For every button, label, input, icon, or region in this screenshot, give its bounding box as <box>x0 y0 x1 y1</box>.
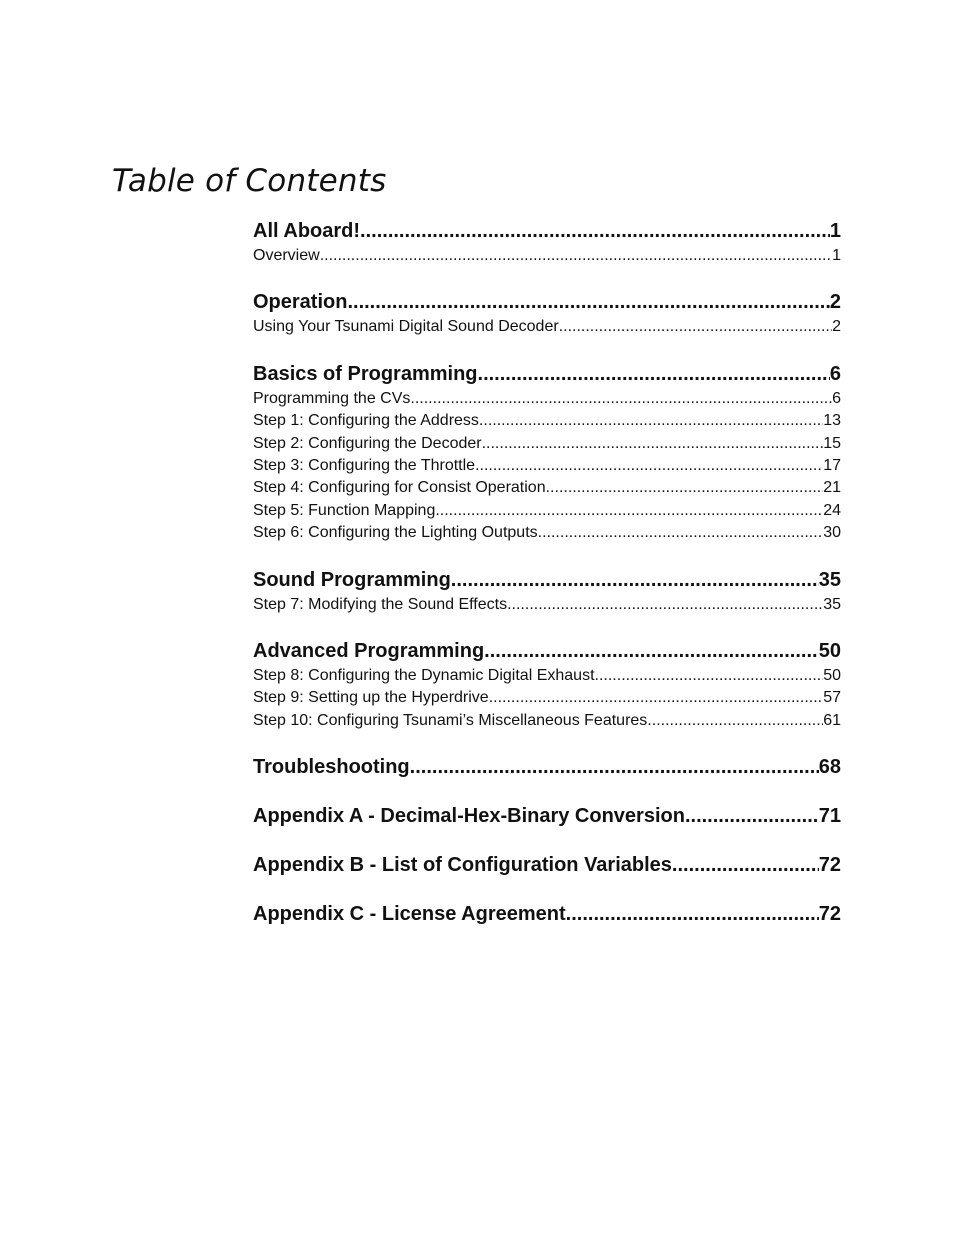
dot-leader <box>507 594 823 616</box>
toc-subentry-page: 61 <box>823 711 841 729</box>
toc-subentry-page: 30 <box>823 524 841 542</box>
toc-subentry-step-4[interactable] <box>253 477 841 499</box>
toc-subentry-title: Step 5: Function Mapping <box>253 501 436 519</box>
toc-entry-page: 72 <box>818 854 841 877</box>
toc-subentry-title: Programming the CVs <box>253 389 411 407</box>
toc-entry-all-aboard[interactable] <box>253 217 841 245</box>
toc-entry-page: 6 <box>829 362 841 385</box>
toc-subentry-step-10[interactable] <box>253 710 841 732</box>
toc-subentry-title: Step 2: Configuring the Decoder <box>253 434 482 452</box>
toc-subentry-title: Step 4: Configuring for Consist Operation <box>253 479 546 497</box>
page-title: Table of Contents <box>112 163 387 199</box>
toc-subentry-page: 2 <box>832 318 841 336</box>
toc-subentry-page: 21 <box>823 479 841 497</box>
toc-subentry-page: 57 <box>823 689 841 707</box>
toc-subentry-title: Step 6: Configuring the Lighting Outputs <box>253 524 538 542</box>
dot-leader <box>475 455 823 477</box>
toc-entry-page: 1 <box>829 220 841 242</box>
toc-entry-troubleshooting[interactable] <box>253 753 841 781</box>
toc-subentry-page: 6 <box>832 389 841 407</box>
toc-subentry-step-2[interactable] <box>253 433 841 455</box>
toc-subentry-step-6[interactable] <box>253 522 841 544</box>
dot-leader <box>566 900 819 928</box>
toc-section-appendix-b <box>253 851 841 879</box>
toc-subentry-title: Step 3: Configuring the Throttle <box>253 456 476 474</box>
toc-subentry-page: 50 <box>823 666 841 684</box>
toc-section-appendix-a <box>253 802 841 830</box>
toc-entry-page: 72 <box>818 903 841 926</box>
toc-entry-appendix-a[interactable] <box>253 802 841 830</box>
toc-subentry-step-3[interactable] <box>253 455 841 477</box>
toc-section-all-aboard <box>253 217 841 267</box>
dot-leader <box>672 851 819 879</box>
toc-subentry-page: 17 <box>823 456 841 474</box>
toc-section-sound-programming <box>253 566 841 616</box>
toc-subentry-step-5[interactable] <box>253 500 841 522</box>
toc-entry-title: Advanced Programming <box>253 639 485 662</box>
toc-subentry-page: 15 <box>823 434 841 452</box>
dot-leader <box>435 500 823 522</box>
toc-subentry-programming-cvs[interactable] <box>253 388 841 410</box>
toc-entry-page: 35 <box>818 568 841 591</box>
toc-subentry-step-1[interactable] <box>253 410 841 432</box>
toc-subentry-step-8[interactable] <box>253 665 841 687</box>
toc-subentry-title: Step 9: Setting up the Hyperdrive <box>253 689 489 707</box>
toc-entry-title: All Aboard! <box>253 220 361 242</box>
dot-leader <box>559 316 832 338</box>
toc-subentry-title: Step 1: Configuring the Address <box>253 412 479 430</box>
toc-subentry-overview[interactable] <box>253 245 841 267</box>
toc-entry-title: Appendix B - List of Configuration Variables <box>253 854 672 877</box>
dot-leader <box>489 687 824 709</box>
dot-leader <box>647 710 823 732</box>
toc-entry-title: Appendix A - Decimal-Hex-Binary Conversion <box>253 805 685 828</box>
toc-entry-title: Troubleshooting <box>253 756 410 779</box>
toc-entry-operation[interactable] <box>253 288 841 316</box>
dot-leader <box>360 217 830 245</box>
toc-section-appendix-c <box>253 900 841 928</box>
dot-leader <box>484 637 819 665</box>
toc-subentry-title: Using Your Tsunami Digital Sound Decoder <box>253 318 559 336</box>
dot-leader <box>320 245 832 267</box>
toc-subentry-using-decoder[interactable] <box>253 316 841 338</box>
toc-subentry-step-7[interactable] <box>253 594 841 616</box>
toc-subentry-title: Step 7: Modifying the Sound Effects <box>253 595 508 613</box>
dot-leader <box>478 360 830 388</box>
dot-leader <box>410 753 819 781</box>
toc-entry-title: Basics of Programming <box>253 362 478 385</box>
toc-entry-page: 68 <box>818 756 841 779</box>
toc-subentry-page: 13 <box>823 412 841 430</box>
dot-leader <box>482 433 824 455</box>
toc-subentry-title: Step 8: Configuring the Dynamic Digital Exhaust <box>253 666 595 684</box>
table-of-contents <box>253 217 841 949</box>
toc-subentry-title: Step 10: Configuring Tsunami’s Miscellaneous Features <box>253 711 648 729</box>
toc-entry-page: 2 <box>829 291 841 314</box>
toc-section-operation <box>253 288 841 338</box>
toc-subentry-title: Overview <box>253 247 320 264</box>
dot-leader <box>479 410 823 432</box>
toc-section-advanced-programming <box>253 637 841 732</box>
dot-leader <box>347 288 829 316</box>
toc-entry-appendix-c[interactable] <box>253 900 841 928</box>
toc-section-troubleshooting <box>253 753 841 781</box>
toc-entry-page: 71 <box>818 805 841 828</box>
toc-subentry-page: 1 <box>832 247 841 264</box>
dot-leader <box>410 388 832 410</box>
toc-entry-title: Operation <box>253 291 348 314</box>
toc-entry-appendix-b[interactable] <box>253 851 841 879</box>
toc-entry-basics-of-programming[interactable] <box>253 360 841 388</box>
toc-entry-title: Sound Programming <box>253 568 451 591</box>
dot-leader <box>546 477 824 499</box>
toc-section-basics-of-programming <box>253 360 841 545</box>
toc-subentry-page: 24 <box>823 501 841 519</box>
toc-entry-advanced-programming[interactable] <box>253 637 841 665</box>
dot-leader <box>685 802 819 830</box>
toc-entry-sound-programming[interactable] <box>253 566 841 594</box>
dot-leader <box>595 665 824 687</box>
dot-leader <box>451 566 819 594</box>
toc-subentry-page: 35 <box>823 595 841 613</box>
toc-entry-page: 50 <box>818 639 841 662</box>
dot-leader <box>538 522 824 544</box>
toc-entry-title: Appendix C - License Agreement <box>253 903 566 926</box>
toc-subentry-step-9[interactable] <box>253 687 841 709</box>
